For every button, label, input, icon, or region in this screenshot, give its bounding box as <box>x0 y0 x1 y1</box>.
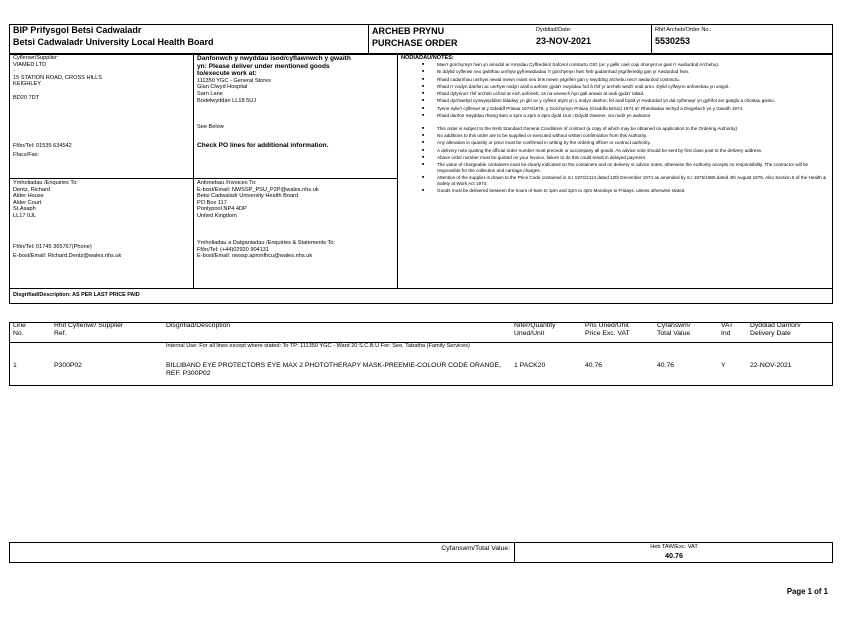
col-header-total-value-text: Cyfanswm/ <box>657 322 691 329</box>
check-po-note: Check PO lines for additional information. <box>197 142 329 149</box>
supplier-line: - <box>13 68 15 75</box>
col-header-total-value <box>657 322 691 338</box>
col-header-vat-text: Ind <box>721 330 731 337</box>
row-delivery-date: 22-NOV-2021 <box>750 362 792 369</box>
note-item: ■ Rhaid danfon nwyddau rhwng 9am a 1pm a 2pm a 4pm dydd Llun i Ddydd Gwener, oni nodir yn wahanol. <box>401 113 829 119</box>
row-line-no: 1 <box>13 362 17 369</box>
invoices-line: United Kingdom <box>197 212 237 219</box>
doc-title-welsh: ARCHEB PRYNU <box>372 26 445 36</box>
note-item: ■ A delivery note quoting the official order number must precede or accompany all goods. An advice note should be sent by first class post to the delivery address. <box>401 148 829 154</box>
col-header-line-text: No. <box>13 330 24 337</box>
supplier-fax: Ffacs/Fax: <box>13 152 40 158</box>
info-row-divider <box>9 178 398 179</box>
supplier-phone: Ffôn/Tel: 01535 634542 <box>13 143 72 149</box>
enquiries-line: LL17 0JL <box>13 212 37 219</box>
invoices-line: E-bost/Email: NWSSP_PSU_P2P@wales.nhs.uk <box>197 186 319 193</box>
col-header-quantity <box>514 322 556 338</box>
info-bottom-divider <box>9 288 833 289</box>
deliver-to-label: yn: Please deliver under mentioned goods <box>197 62 330 70</box>
org-name-welsh: BIP Prifysgol Betsi Cadwaladr <box>13 25 142 35</box>
col-header-total-value-text: Total Value <box>657 330 691 337</box>
enquiries-line: Alder House <box>13 193 44 200</box>
items-table-header <box>9 322 833 343</box>
note-item: ■ Above order number must be quoted on your invoice, failure to do this could result in delayed payment. <box>401 155 829 161</box>
col-header-unit-price <box>585 322 630 338</box>
enquiries-line: Alder Court <box>13 199 42 206</box>
row-unit-price: 40.76 <box>585 362 603 369</box>
info-col-divider-1 <box>193 54 194 288</box>
supplier-line: KEIGHLEY <box>13 81 41 88</box>
deliver-to-label: to/execute work at: <box>197 70 257 78</box>
row-quantity: 1 PACK20 <box>514 362 546 369</box>
info-col-divider-2 <box>397 54 398 288</box>
col-header-vat-text: VAT <box>721 322 734 329</box>
col-header-supplier-ref <box>54 322 123 338</box>
row-total-value: 40.76 <box>657 362 675 369</box>
invoices-line: Pontypool NP4 4DP <box>197 206 247 213</box>
invoices-block <box>197 180 395 220</box>
header-divider-2 <box>651 24 652 54</box>
note-item: ■ Goods must be delivered between the hours of 9am to 1pm and 2pm to 4pm Mondays to Fridays, unless otherwise stated. <box>401 188 829 194</box>
supplier-block <box>13 55 191 101</box>
col-header-quantity-text: Nifer/Quantity <box>514 322 556 329</box>
enquiries-block <box>13 180 191 220</box>
date-label: Dyddiad/Date: <box>536 27 572 33</box>
date-value: 23-NOV-2021 <box>536 36 592 46</box>
col-header-vat <box>721 322 733 338</box>
order-no-value: 5530253 <box>655 36 691 46</box>
statements-line: Ffôn/Tel: (+44)02920 904131 <box>197 246 269 253</box>
deliver-to-line: Glan Clwyd Hospital <box>197 84 248 91</box>
notes-label: NODIADAU/NOTES: <box>401 55 454 61</box>
note-item: ■ The value of chargeable containers must be clearly indicated on the containers and on delivery or advice notes, otherwise the Authority accepts no responsibility. The contractor will be responsible for the collection and carriage charges. <box>401 162 829 173</box>
col-header-description-text: Disgrifiad/Description <box>166 322 231 329</box>
row-vat-ind: Y <box>721 362 726 369</box>
row-description: BILLIBAND EYE PROTECTORS EYE MAX 2 PHOTOTHERAPY MASK-PREEMIE-COLOUR CODE ORANGE, REF. P300P02 <box>166 362 502 377</box>
header-divider-1 <box>368 24 369 54</box>
order-no-label: Rhif Archeb/Order No.: <box>655 27 712 33</box>
supplier-postcode: BD20 7DT <box>13 94 40 101</box>
deliver-to-line: 111350 YGC - General Stores <box>197 77 272 84</box>
supplier-line <box>13 88 191 95</box>
invoices-line: PO Box 117 <box>197 199 227 206</box>
col-header-line <box>13 322 26 338</box>
enquiries-email: E-bost/Email: Richard.Dentz@wales.nhs.uk <box>13 253 122 259</box>
col-header-delivery-date-text: Dyddiad Danfon/ <box>750 322 801 329</box>
note-item: ■ Ni ddylid cyflenwi neu gwblhau unrhyw gyfnewidiadau i'r gorchymyn hwn heb gadarnhad ysgrifenedig gan yr Awdurdod hwn. <box>401 69 829 75</box>
supplier-line: 15 STATION ROAD, CROSS HILLS <box>13 74 103 81</box>
totals-vat-note: Heb TAW/Exc. VAT <box>650 544 698 550</box>
row-internal-use-note: Internal Use: For all lines except where stated: To TP: 111350 YGC - Ward 20 S.C.B.U For: See, Tabatha (Family Services) <box>166 343 470 349</box>
invoices-line: Betsi Cadwaladr University Health Board <box>197 193 299 200</box>
notes-list <box>401 62 829 196</box>
supplier-label: Cyflenwr/Supplier: <box>13 55 59 61</box>
note-item: ■ This order is subject to the NHS Standard General Conditions of contract (a copy of which may be obtained on application to the Ordering Authority) <box>401 126 829 132</box>
col-header-quantity-text: Uned/Unit <box>514 330 545 337</box>
note-item: ■ Attention of the supplier is drawn to the Price Code contained in S.I 1974/2113 dated 12th December 1974 as amended by S.I 1975/1985 dated 4th August 1975. Also Section 6 of the Health & Safety at Work Act 1974. <box>401 175 829 186</box>
deliver-to-line: Sarn Lane <box>197 90 223 97</box>
enquiries-phone: Ffôn/Tel: 01745 365767(Phone) <box>13 244 92 250</box>
col-header-delivery-date-text: Delivery Date <box>750 330 791 337</box>
col-header-delivery-date <box>750 322 801 338</box>
enquiries-label: Ymholiadau /Enquiries To: <box>13 180 78 186</box>
see-below-note: See Below <box>197 124 224 130</box>
note-item: ■ Mae'r gorchymyn hwn yn amodol ar Amodau Cyffredinol Safonol contractu GIG (ac y gellir cael copi ohonynt ar gais i'r Awdurdod Archebu). <box>401 62 829 68</box>
statements-block <box>197 240 395 260</box>
note-item: ■ Rhaid cadarnhau unrhyw newid mewn maint neu bris mewn ysgrifen gan y swyddog archebu neu'r awdurdod contractu. <box>401 77 829 83</box>
note-item: ■ Rhaid dyfynnu'r rhif archeb uchod ar eich anfoneb, os na wnewch hyn gall arwain at oedi gyda'r taliad. <box>401 91 829 97</box>
note-item: ■ No additions to this order are to be supplied or executed without written confirmation from this Authority. <box>401 133 829 139</box>
totals-label: Cyfanswm/Total Value: <box>441 545 510 552</box>
org-name-english: Betsi Cadwaladr University Local Health Board <box>13 37 214 47</box>
col-header-description <box>166 322 230 330</box>
deliver-to-line: Bodelwyddan LL18 5UJ <box>197 97 257 104</box>
doc-title-english: PURCHASE ORDER <box>372 38 458 48</box>
col-header-supplier-ref-text: Ref. <box>54 330 67 337</box>
col-header-unit-price-text: Price Exc. VAT <box>585 330 630 337</box>
supplier-line: VIAMED LTD <box>13 61 47 68</box>
note-item: ■ Rhaid i'r nodyn danfon ac unrhyw nodyn arall a anfonir gyda'r nwyddau fod â rhif yr archeb wedi'i nodi arno. Dylid cyflwyno anfonebau yn unigol. <box>401 84 829 90</box>
deliver-to-block <box>197 55 395 104</box>
col-header-line-text: Line <box>13 322 26 329</box>
statements-line: E-bost/Email: nwssp.apronfhcu@wales.nhs.uk <box>197 253 313 260</box>
note-item: ■ Tynnir sylw'r cyflenwr at y Ddeddf Prisiau 1974/1975, y Gorchymyn Prisiau (Graddfa Brisio) 1974 a'r Rheoliadau Iechyd a Diogelwch yn y Gwaith 1974. <box>401 106 829 112</box>
description-note: Disgrifiad/Description: AS PER LAST PRICE PAID <box>13 292 140 298</box>
page-number: Page 1 of 1 <box>786 587 828 596</box>
enquiries-line: Dentz, Richard <box>13 186 50 193</box>
col-header-unit-price-text: Pris Uned/Unit <box>585 322 629 329</box>
enquiries-line: St.Asaph <box>13 206 36 213</box>
row-supplier-ref: P300P02 <box>54 362 82 369</box>
invoices-label: Anfonebau /Invoices To: <box>197 180 257 186</box>
note-item: ■ Rhaid dychwelyd cynwysyddion tâladwy yn glir ac y cyfeirir atynt yn y nodyn danfon; fel arall bydd yr Awdurdod yn dal cyflenwyr yn gyfrifol am gasglu a chostau gwirio. <box>401 98 829 104</box>
deliver-to-label: Danfonwch y nwyddau isod/cyflawnwch y gwaith <box>197 55 351 62</box>
totals-value: 40.76 <box>665 551 683 560</box>
col-header-supplier-ref-text: Rhif Cyflenwr/ Supplier <box>54 322 124 329</box>
note-item: ■ Any alteration in quantity or price must be confirmed in writing by the ordering officer or contract authority. <box>401 140 829 146</box>
statements-label: Ymholiadau a Datganiadau /Enquiries & Statements To: <box>197 240 335 246</box>
